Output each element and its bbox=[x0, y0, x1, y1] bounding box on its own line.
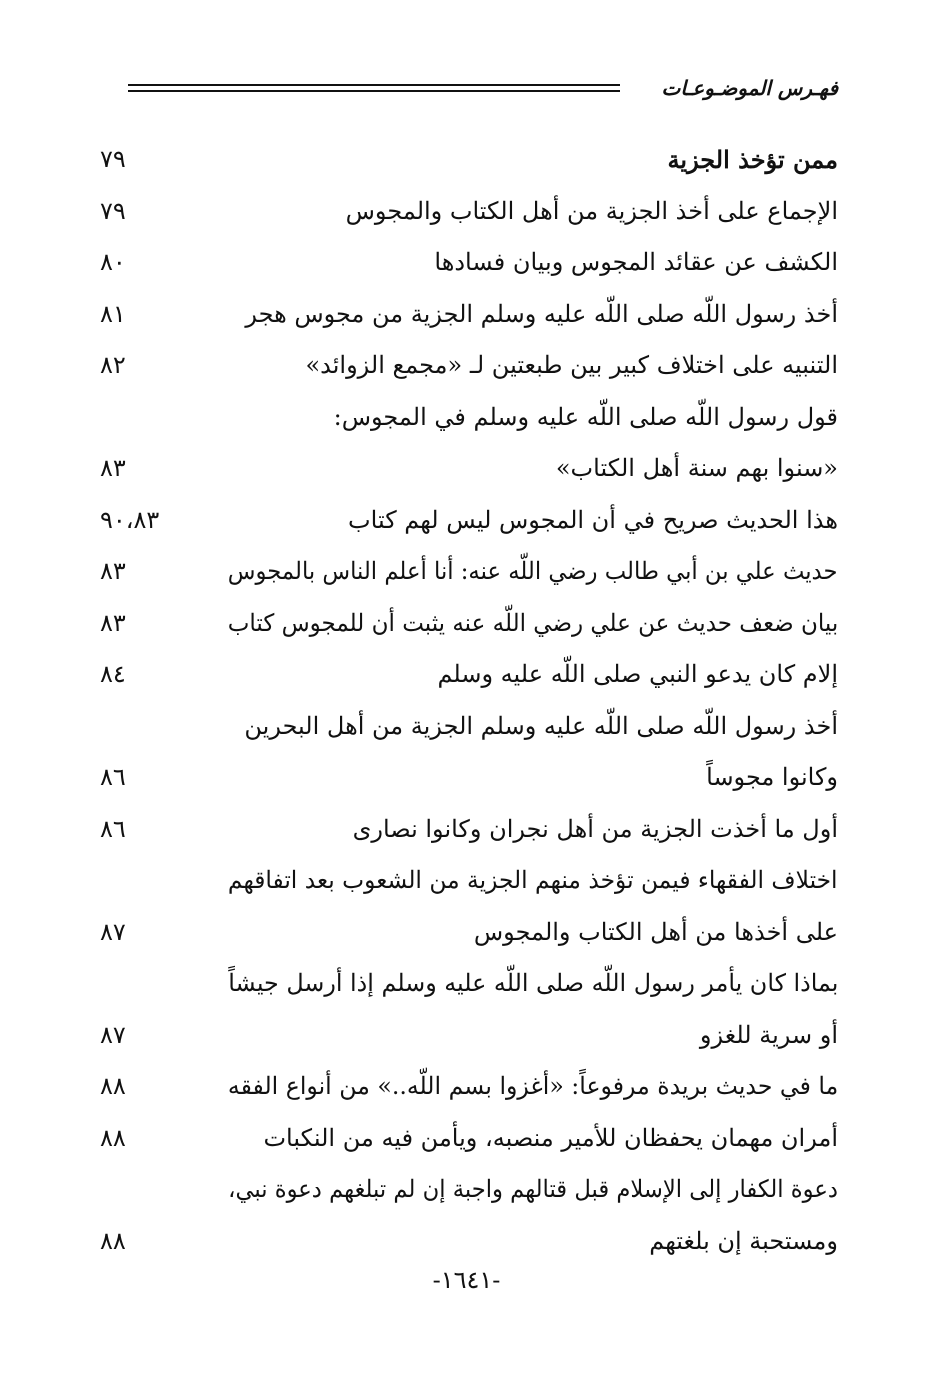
toc-entry bbox=[100, 1216, 838, 1268]
toc-entry-page: ٨٨ bbox=[100, 1226, 126, 1255]
toc-entry-title: بماذا كان يأمر رسول اللّه صلى اللّه عليه وسلم إذا أرسل جيشاً bbox=[227, 969, 838, 997]
toc-entry bbox=[100, 1061, 838, 1113]
toc-entry-title: اختلاف الفقهاء فيمن تؤخذ منهم الجزية من الشعوب بعد اتفاقهم bbox=[228, 866, 838, 894]
toc-entry bbox=[100, 546, 838, 598]
toc-entry-title: على أخذها من أهل الكتاب والمجوس bbox=[473, 917, 838, 946]
toc-entry-title: بيان ضعف حديث عن علي رضي اللّه عنه يثبت أن للمجوس كتاب bbox=[227, 608, 838, 637]
toc-entry-page: ٨٢ bbox=[100, 351, 126, 379]
toc-entry-page: ٨٣ bbox=[100, 557, 126, 585]
toc-entry-title: التنبيه على اختلاف كبير بين طبعتين لـ «مجمع الزوائد» bbox=[305, 351, 838, 379]
toc-entry-page: ٨٠ bbox=[100, 248, 126, 276]
toc-entry-title: أول ما أخذت الجزية من أهل نجران وكانوا نصارى bbox=[352, 814, 838, 843]
toc-entry-page: ٨٣ bbox=[100, 608, 126, 637]
toc-entry-page: ٨٦ bbox=[100, 763, 126, 791]
toc-entry-title: أخذ رسول اللّه صلى اللّه عليه وسلم الجزية من أهل البحرين bbox=[244, 711, 838, 740]
table-of-contents bbox=[100, 134, 838, 1267]
toc-entry bbox=[100, 495, 838, 547]
toc-entry bbox=[100, 958, 838, 1010]
toc-entry-page: ٧٩ bbox=[100, 196, 126, 225]
running-header bbox=[128, 74, 838, 104]
toc-entry-page: ٨٦ bbox=[100, 814, 126, 843]
toc-entry-page: ٨٤ bbox=[100, 660, 126, 688]
toc-entry bbox=[100, 804, 838, 856]
page-number: -١٦٤١- bbox=[432, 1266, 501, 1294]
header-title: فهـرس الموضـوعـات bbox=[661, 76, 838, 100]
toc-entry bbox=[100, 237, 838, 289]
toc-entry-page: ٨٨ bbox=[100, 1123, 126, 1152]
toc-entry bbox=[100, 598, 838, 650]
header-rule-bottom bbox=[128, 90, 620, 92]
toc-entry-page: ٨٧ bbox=[100, 1020, 126, 1049]
toc-entry-title: أو سرية للغزو bbox=[699, 1020, 838, 1049]
toc-entry bbox=[100, 134, 838, 186]
toc-entry bbox=[100, 1164, 838, 1216]
toc-entry-page: ٧٩ bbox=[100, 145, 126, 173]
toc-entry-page: ٨٣ bbox=[100, 454, 126, 482]
toc-entry-title: قول رسول اللّه صلى اللّه عليه وسلم في المجوس: bbox=[333, 402, 838, 431]
toc-entry bbox=[100, 340, 838, 392]
toc-entry-page: ٨٧ bbox=[100, 917, 126, 946]
toc-entry-title: وكانوا مجوساً bbox=[706, 763, 838, 791]
toc-entry-title: أمران مهمان يحفظان للأمير منصبه، ويأمن فيه من النكبات bbox=[263, 1123, 838, 1152]
header-rule-top bbox=[128, 84, 620, 86]
toc-entry-title: ومستحبة إن بلغتهم bbox=[649, 1226, 838, 1255]
toc-entry-page: ٨٨ bbox=[100, 1072, 126, 1100]
toc-entry bbox=[100, 1113, 838, 1165]
toc-entry-page: ٨١ bbox=[100, 299, 126, 328]
toc-entry bbox=[100, 1010, 838, 1062]
toc-entry-title: الكشف عن عقائد المجوس وبيان فسادها bbox=[434, 248, 838, 276]
toc-entry-title: دعوة الكفار إلى الإسلام قبل قتالهم واجبة إن لم تبلغهم دعوة نبي، bbox=[228, 1175, 838, 1203]
toc-entry-page: ٩٠،٨٣ bbox=[100, 505, 160, 534]
toc-entry bbox=[100, 392, 838, 444]
toc-entry-title: «سنوا بهم سنة أهل الكتاب» bbox=[555, 454, 838, 482]
toc-entry bbox=[100, 752, 838, 804]
toc-entry bbox=[100, 186, 838, 238]
toc-entry bbox=[100, 907, 838, 959]
toc-entry bbox=[100, 443, 838, 495]
toc-entry-title: حديث علي بن أبي طالب رضي اللّه عنه: أنا أعلم الناس بالمجوس bbox=[228, 557, 838, 585]
toc-entry bbox=[100, 649, 838, 701]
toc-entry-title: الإجماع على أخذ الجزية من أهل الكتاب والمجوس bbox=[345, 196, 838, 225]
toc-entry bbox=[100, 855, 838, 907]
toc-entry-title: ما في حديث بريدة مرفوعاً: «أغزوا بسم اللّه..» من أنواع الفقه bbox=[227, 1072, 838, 1100]
toc-entry-title: هذا الحديث صريح في أن المجوس ليس لهم كتاب bbox=[348, 505, 838, 534]
toc-entry-title: أخذ رسول اللّه صلى اللّه عليه وسلم الجزية من مجوس هجر bbox=[245, 299, 838, 328]
toc-entry-title: إلام كان يدعو النبي صلى اللّه عليه وسلم bbox=[437, 660, 838, 688]
toc-entry bbox=[100, 289, 838, 341]
toc-entry bbox=[100, 701, 838, 753]
toc-entry-title: ممن تؤخذ الجزية bbox=[667, 145, 838, 174]
